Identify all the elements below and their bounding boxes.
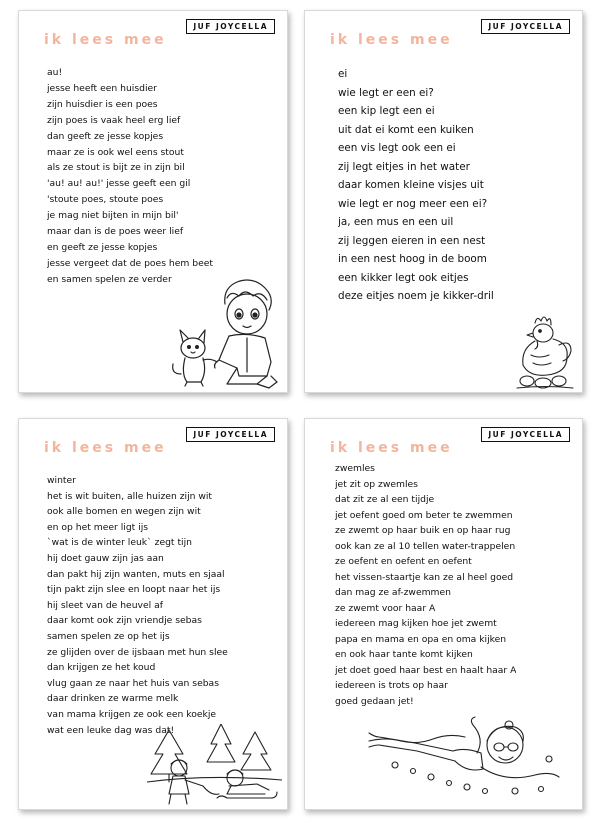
story-text — [47, 473, 228, 738]
story-line: ei — [338, 68, 348, 80]
kids-on-sled-illustration — [147, 724, 282, 806]
story-line: een kikker legt ook eitjes — [338, 271, 469, 284]
worksheet-title: ik lees mee — [44, 32, 167, 48]
story-line: een vis legt ook een ei — [338, 142, 456, 154]
story-line: zij leggen eieren in een nest — [338, 234, 486, 247]
story-line: en geeft ze jesse kopjes — [47, 241, 158, 253]
story-line: hij doet gauw zijn jas aan — [47, 552, 164, 564]
story-line: daar drinken ze warme melk — [47, 693, 179, 705]
story-line: jesse heeft een huisdier — [47, 82, 157, 94]
worksheet-title: ik lees mee — [330, 440, 453, 456]
story-line: winter — [47, 475, 76, 486]
brand-label: JUF JOYCELLA — [481, 19, 570, 34]
story-line: ja, een mus en een uil — [338, 216, 454, 228]
story-line: wie legt er een ei? — [338, 86, 434, 99]
story-line: maar dan is de poes weer lief — [47, 226, 184, 238]
brand-label: JUF JOYCELLA — [481, 427, 570, 442]
story-line: ze glijden over de ijsbaan met hun slee — [47, 646, 228, 658]
story-line: het is wit buiten, alle huizen zijn wit — [47, 490, 213, 502]
story-line: van mama krijgen ze ook een koekje — [47, 708, 217, 720]
story-line: het vissen-staartje kan ze al heel goed — [335, 571, 514, 583]
story-line: in een nest hoog in de boom — [338, 253, 487, 265]
brand-label: JUF JOYCELLA — [186, 427, 275, 442]
story-line: `wat is de winter leuk` zegt tijn — [47, 537, 192, 549]
story-line: ook alle bomen en wegen zijn wit — [47, 506, 201, 518]
story-line: samen spelen ze op het ijs — [47, 630, 170, 642]
story-line: zwemles — [335, 463, 375, 474]
story-line: jet zit op zwemles — [335, 478, 418, 490]
story-line: dan pakt hij zijn wanten, muts en sjaal — [47, 568, 225, 580]
hen-on-eggs-illustration — [515, 311, 575, 391]
story-line: daar komt ook zijn vriendje sebas — [47, 615, 202, 627]
story-line: ook kan ze al 10 tellen water-trappelen — [335, 540, 516, 552]
story-line: iedereen is trots op haar — [335, 680, 448, 691]
story-line: een kip legt een ei — [338, 105, 435, 117]
story-line: dan geeft ze jesse kopjes — [47, 130, 164, 142]
story-line: dan mag ze af-zwemmen — [335, 587, 451, 598]
story-line: dan krijgen ze het koud — [47, 662, 156, 674]
story-line: wat een leuke dag was dat! — [47, 724, 175, 736]
story-line: papa en mama en opa en oma kijken — [335, 633, 507, 645]
worksheet-card-zwemles — [304, 418, 583, 810]
story-line: ze zwemt op haar buik en op haar rug — [335, 525, 511, 536]
story-line: en samen spelen ze verder — [47, 273, 172, 285]
story-line: zijn poes is vaak heel erg lief — [47, 114, 181, 126]
swimming-girl-illustration — [365, 711, 565, 799]
story-text — [335, 461, 516, 709]
story-line: vlug gaan ze naar het huis van sebas — [47, 677, 219, 689]
worksheet-title: ik lees mee — [330, 32, 453, 48]
story-line: maar ze is ook wel eens stout — [47, 146, 184, 158]
story-line: jet doet goed haar best en haalt haar A — [335, 664, 517, 676]
story-line: 'stoute poes, stoute poes — [47, 194, 164, 206]
brand-label: JUF JOYCELLA — [186, 19, 275, 34]
story-line: jet oefent goed om beter te zwemmen — [335, 509, 513, 521]
worksheet-card-ei — [304, 10, 583, 393]
story-line: zijn huisdier is een poes — [47, 98, 158, 110]
story-line: als ze stout is bijt ze in zijn bil — [47, 162, 185, 174]
story-line: iedereen mag kijken hoe jet zwemt — [335, 618, 497, 629]
story-line: dat zit ze al een tijdje — [335, 494, 435, 505]
story-line: tijn pakt zijn slee en loopt naar het ijs — [47, 584, 221, 596]
story-line: ze oefent en oefent en oefent — [335, 556, 472, 567]
story-line: au! — [47, 67, 63, 78]
story-line: deze eitjes noem je kikker-dril — [338, 290, 494, 302]
boy-with-cat-illustration — [167, 276, 282, 391]
story-line: goed gedaan jet! — [335, 695, 414, 707]
story-line: daar komen kleine visjes uit — [338, 179, 484, 191]
story-line: wie legt er nog meer een ei? — [338, 197, 488, 210]
story-line: hij sleet van de heuvel af — [47, 599, 163, 611]
story-line: ze zwemt voor haar A — [335, 602, 436, 614]
story-line: en op het meer ligt ijs — [47, 521, 149, 533]
story-line: zij legt eitjes in het water — [338, 160, 470, 173]
story-line: uit dat ei komt een kuiken — [338, 123, 474, 136]
worksheet-card-au — [18, 10, 288, 393]
story-text — [47, 65, 213, 288]
worksheet-title: ik lees mee — [44, 440, 167, 456]
story-line: 'au! au! au!' jesse geeft een gil — [47, 178, 191, 190]
story-line: jesse vergeet dat de poes hem beet — [47, 257, 214, 269]
story-line: en ook haar tante komt kijken — [335, 649, 473, 660]
story-line: je mag niet bijten in mijn bil' — [47, 210, 179, 222]
story-text — [338, 65, 494, 306]
worksheet-card-winter — [18, 418, 288, 810]
